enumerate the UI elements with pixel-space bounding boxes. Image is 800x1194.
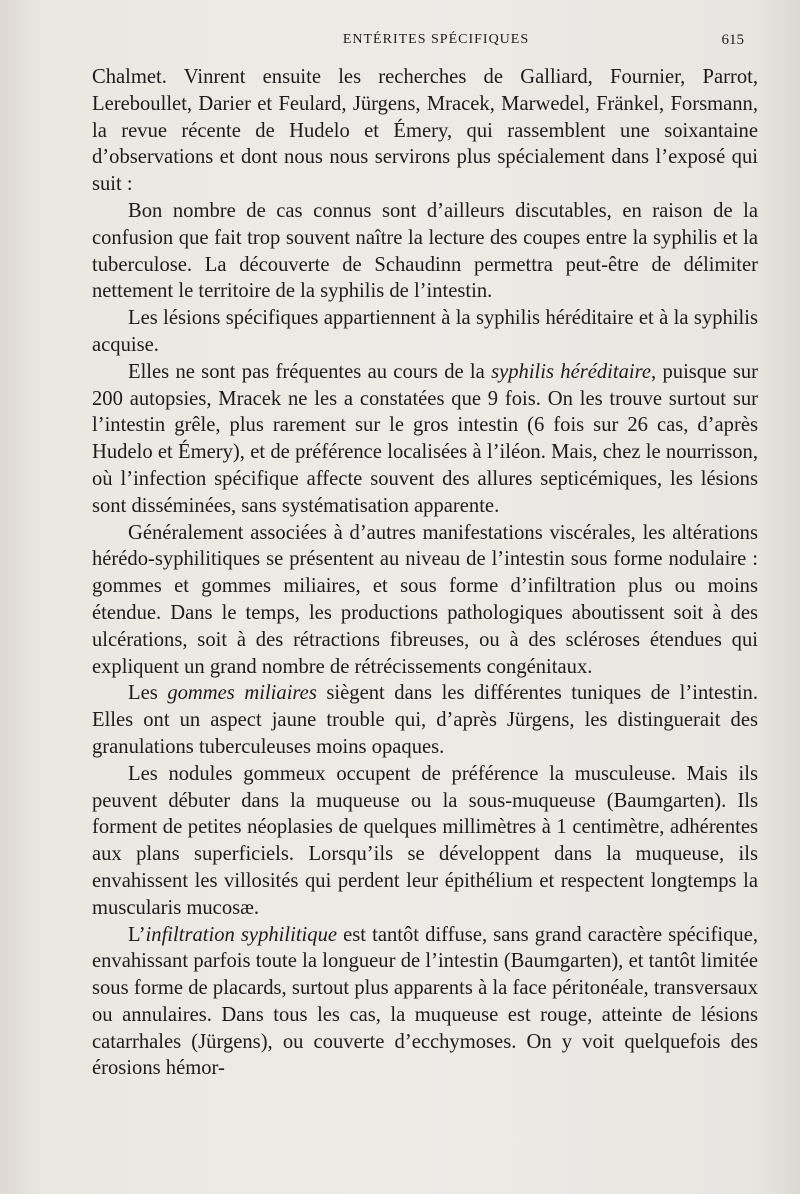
italic-term: gommes miliaires [167, 682, 317, 705]
paragraph-text: L’ [128, 923, 146, 946]
italic-term: infiltration syphilitique [145, 923, 338, 946]
paragraph: Les nodules gommeux occupent de préférence la musculeuse. Mais ils peuvent débuter dans la muqueuse ou la sous-muqueuse (Baumgarten). Ils forment de petites néoplasies de quelques millimètres à 1 centimètre, adhérentes aux plans superficiels. Lorsqu’ils se développent dans la muqueuse, ils envahissent les villosités qui perdent leur épithélium et respectent longtemps la muscularis mucosæ. [92, 762, 758, 919]
paragraph-text: , puisque sur 200 autopsies, Mracek ne les a constatées que 9 fois. On les trouve surtout sur l’intestin grêle, plus rarement sur le gros intestin (6 fois sur 26 cas, d’après Hudelo et Émery), et de préférence localisées à l’iléon. Mais, chez le nourrisson, où l’infection spécifique affecte souvent des allures septicémiques, les lésions sont disséminées, sans systématisation apparente. [92, 360, 758, 517]
running-title: ENTÉRITES SPÉCIFIQUES [342, 32, 530, 47]
paragraph [92, 680, 758, 760]
paragraph-text: Les [128, 682, 168, 705]
paragraph [92, 359, 758, 520]
paragraph: Bon nombre de cas connus sont d’ailleurs discutables, en raison de la confusion que fait trop souvent naître la lecture des coupes entre la syphilis et la tuberculose. La découverte de Schaudinn permettra peut-être de délimiter nettement le territoire de la syphilis de l’intestin. [92, 199, 758, 303]
paragraph-text: Elles ne sont pas fréquentes au cours de la [128, 360, 492, 383]
paragraph: Les lésions spécifiques appartiennent à la syphilis héréditaire et à la syphilis acquise. [92, 307, 758, 356]
running-head [92, 28, 760, 58]
paragraph-continued: Chalmet. Vinrent ensuite les recherches de Galliard, Fournier, Parrot, Lereboullet, Darier et Feulard, Jürgens, Mracek, Marwedel, Fränkel, Forsmann, la revue récente de Hudelo et Émery, qui rassemblent une soixantaine d’observations et dont nous nous servirons plus spécialement dans l’exposé qui suit : [92, 66, 758, 196]
body-text [92, 64, 758, 1082]
page-number: 615 [721, 32, 744, 48]
paragraph: Généralement associées à d’autres manifestations viscérales, les altérations hérédo-syphilitiques se présentent au niveau de l’intestin sous forme nodulaire : gommes et gommes miliaires, et sous forme d’infiltration plus ou moins étendue. Dans le temps, les productions pathologiques aboutissent soit à des ulcérations, soit à des rétractions fibreuses, ou à des scléroses étendues qui expliquent un grand nombre de rétrécissements congénitaux. [92, 521, 758, 678]
paragraph-text: siègent dans les différentes tuniques de l’intestin. Elles ont un aspect jaune trouble qui, d’après Jürgens, les distinguerait des granulations tuberculeuses moins opaques. [92, 682, 759, 758]
paragraph-text: est tantôt diffuse, sans grand caractère spécifique, envahissant parfois toute la longueur de l’intestin (Baumgarten), et tantôt limitée sous forme de placards, surtout plus apparents à la face péritonéale, transversaux ou annulaires. Dans tous les cas, la muqueuse est rouge, atteinte de lésions catarrhales (Jürgens), ou couverte d’ecchymoses. On y voit quelquefois des érosions hémor- [92, 923, 758, 1080]
italic-term: syphilis héréditaire [491, 360, 652, 383]
paragraph [92, 922, 758, 1083]
